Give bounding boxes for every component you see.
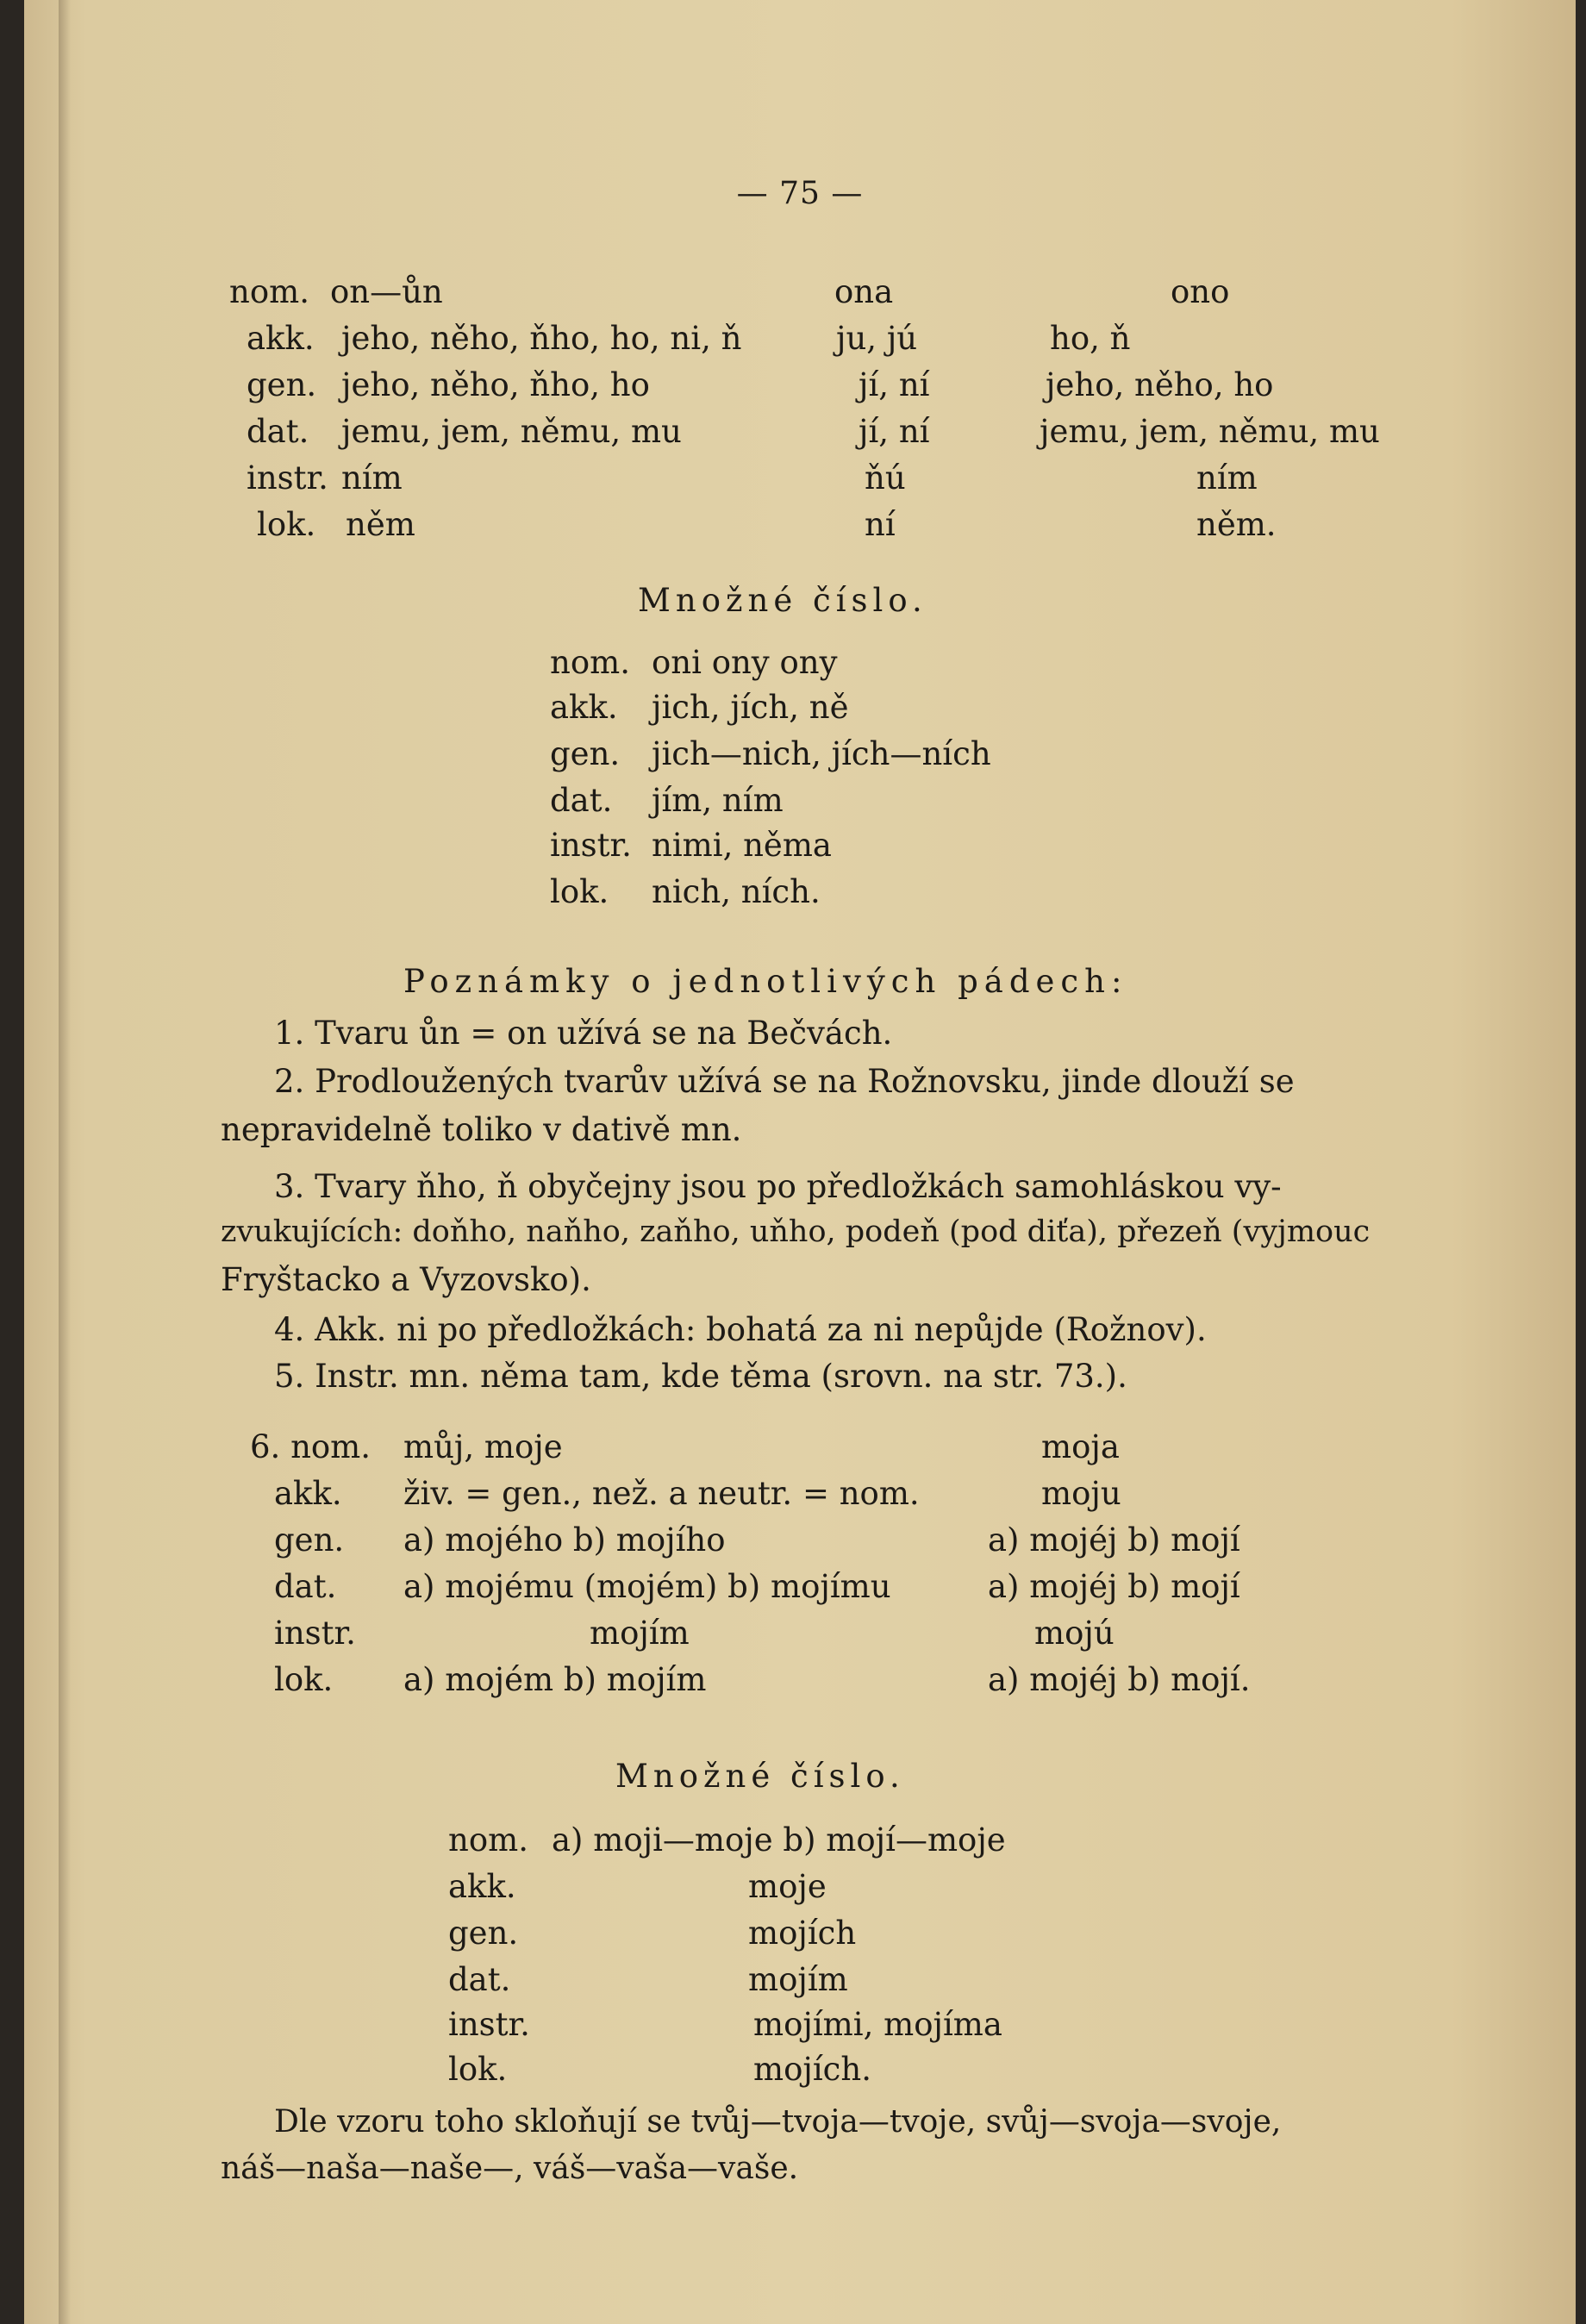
form-masc: ním (341, 459, 403, 497)
page-number: — 75 — (736, 176, 864, 211)
form-fem: ňú (865, 459, 906, 497)
case-label: instr. (550, 827, 632, 864)
case-label: akk. (550, 689, 618, 726)
form-neut: ho, ň (1050, 320, 1131, 357)
form-fem: a) mojéj b) mojí. (988, 1661, 1251, 1698)
case-label: 6. nom. (250, 1428, 372, 1465)
case-label: dat. (247, 413, 309, 450)
closing-line: náš—naša—naše—, váš—vaša—vaše. (221, 2151, 799, 2186)
form-masc: jeho, něho, ňho, ho (341, 366, 650, 403)
form-masc-neut: můj, moje (403, 1428, 563, 1465)
case-form: oni ony ony (652, 644, 838, 681)
note-line: 4. Akk. ni po předložkách: bohatá za ni nepůjde (Rožnov). (274, 1311, 1207, 1348)
case-label: dat. (550, 782, 613, 819)
page-gutter-shadow (59, 0, 71, 2324)
case-label: lok. (257, 506, 316, 543)
case-form: mojími, mojíma (753, 2006, 1002, 2043)
form-fem: a) mojéj b) mojí (988, 1568, 1240, 1605)
form-masc-neut: živ. = gen., než. a neutr. = nom. (403, 1475, 920, 1512)
form-fem: ona (834, 273, 894, 310)
form-masc-neut: a) mojému (mojém) b) mojímu (403, 1568, 891, 1605)
form-neut: jeho, něho, ho (1046, 366, 1274, 403)
form-neut: ním (1196, 459, 1258, 497)
case-label: akk. (274, 1475, 342, 1512)
form-neut: jemu, jem, němu, mu (1040, 413, 1380, 450)
case-label: nom. (550, 644, 630, 681)
book-page (24, 0, 1576, 2324)
note-line: nepravidelně toliko v dativě mn. (221, 1111, 742, 1148)
case-label: lok. (550, 873, 609, 910)
case-label: gen. (247, 366, 317, 403)
note-line: Fryštacko a Vyzovsko). (221, 1261, 591, 1298)
case-label: gen. (448, 1915, 519, 1952)
note-line: 5. Instr. mn. něma tam, kde těma (srovn. na str. 73.). (274, 1358, 1127, 1395)
form-neut: něm. (1196, 506, 1277, 543)
case-form: jich—nich, jích—ních (652, 735, 991, 772)
case-label: instr. (247, 459, 328, 497)
form-fem: mojú (1034, 1615, 1115, 1652)
note-line: 2. Prodloužených tvarův užívá se na Rožnovsku, jinde dlouží se (274, 1063, 1295, 1100)
notes-heading: Poznámky o jednotlivých pádech: (403, 963, 1128, 1000)
case-form: moje (748, 1868, 827, 1905)
case-label: nom. (229, 273, 309, 310)
form-fem: moju (1041, 1475, 1121, 1512)
case-label: lok. (448, 2051, 508, 2088)
form-masc: jeho, něho, ňho, ho, ni, ň (341, 320, 742, 357)
section-heading-plural: Množné číslo. (615, 1758, 905, 1795)
note-line: 1. Tvaru ůn = on užívá se na Bečvách. (274, 1015, 893, 1052)
note-line: 3. Tvary ňho, ň obyčejny jsou po předložkách samohláskou vy- (274, 1168, 1282, 1205)
case-form: jich, jích, ně (652, 689, 849, 726)
form-fem: moja (1041, 1428, 1120, 1465)
closing-line: Dle vzoru toho skloňují se tvůj—tvoja—tvoje, svůj—svoja—svoje, (274, 2104, 1282, 2140)
case-form: a) moji—moje b) mojí—moje (552, 1821, 1006, 1859)
form-masc: jemu, jem, němu, mu (341, 413, 682, 450)
case-form: mojích. (753, 2051, 871, 2088)
case-form: mojím (748, 1961, 848, 1998)
case-label: instr. (448, 2006, 530, 2043)
case-label: akk. (247, 320, 315, 357)
case-label: instr. (274, 1615, 356, 1652)
form-masc-neut: mojím (590, 1615, 690, 1652)
form-masc: on—ůn (330, 273, 443, 310)
case-form: nimi, něma (652, 827, 832, 864)
case-label: dat. (274, 1568, 337, 1605)
case-label: dat. (448, 1961, 511, 1998)
form-neut: ono (1171, 273, 1230, 310)
case-form: mojích (748, 1915, 857, 1952)
form-fem: ní (865, 506, 896, 543)
section-heading-plural: Množné číslo. (638, 582, 927, 619)
form-fem: a) mojéj b) mojí (988, 1521, 1240, 1559)
case-label: akk. (448, 1868, 516, 1905)
case-label: nom. (448, 1821, 528, 1859)
form-masc-neut: a) mojém b) mojím (403, 1661, 707, 1698)
form-fem: ju, jú (836, 320, 918, 357)
form-masc-neut: a) mojého b) mojího (403, 1521, 726, 1559)
case-form: jím, ním (652, 782, 784, 819)
case-form: nich, ních. (652, 873, 821, 910)
case-label: gen. (550, 735, 621, 772)
note-line: zvukujících: doňho, naňho, zaňho, uňho, podeň (pod diťa), přezeň (vyjmouc (221, 1215, 1371, 1249)
form-fem: jí, ní (859, 413, 930, 450)
form-masc: něm (346, 506, 415, 543)
case-label: lok. (274, 1661, 334, 1698)
case-label: gen. (274, 1521, 345, 1559)
form-fem: jí, ní (859, 366, 930, 403)
